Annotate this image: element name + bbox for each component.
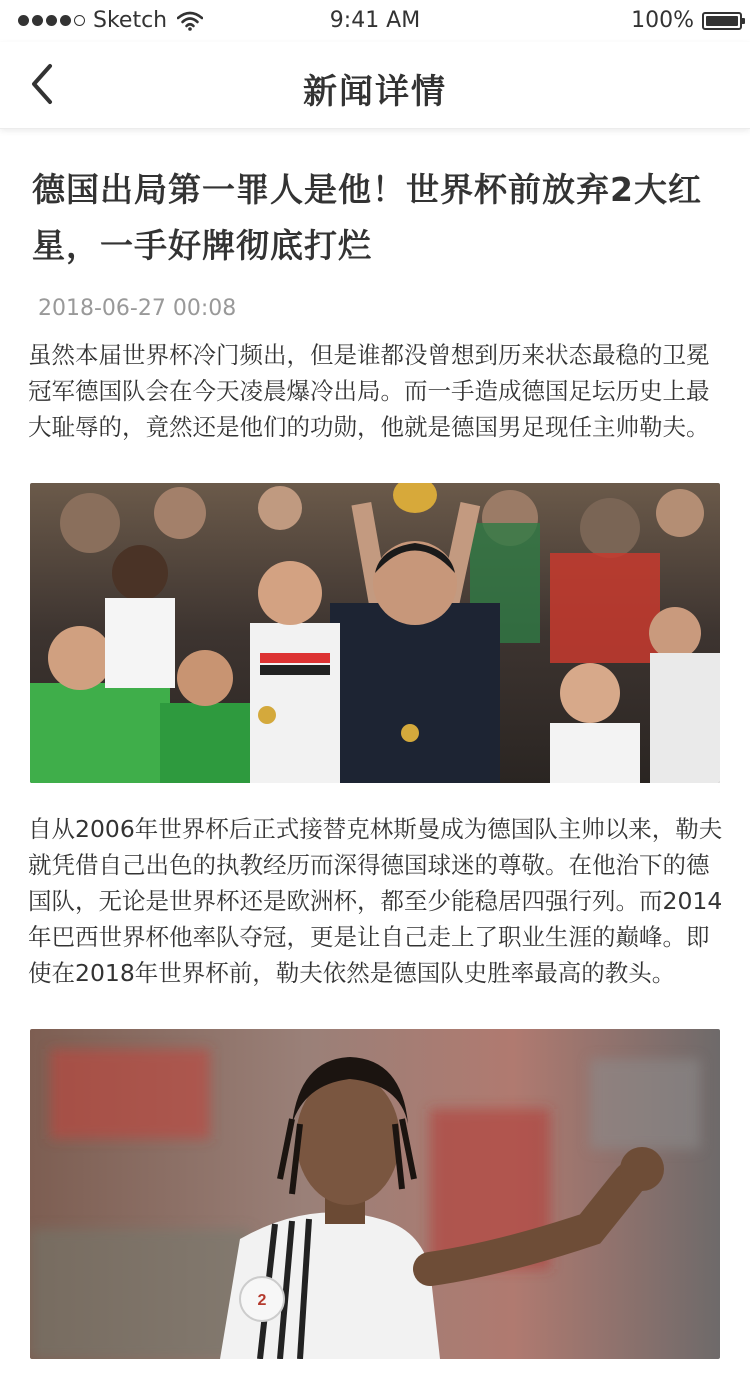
status-right (631, 8, 742, 33)
page-title: 新闻详情 (303, 72, 447, 112)
article (28, 128, 724, 1359)
status-time: 9:41 AM (329, 8, 421, 33)
battery-fill (706, 16, 738, 26)
article-paragraph-1: 虽然本届世界杯冷门频出，但是谁都没曾想到历来状态最稳的卫冕冠军德国队会在今天凌晨爆冷出局。而一手造成德国足坛历史上最大耻辱的，竟然还是他们的功勋，他就是德国男足现任主帅勒夫。 (28, 341, 710, 441)
status-bar (0, 0, 750, 42)
article-title: 德国出局第一罪人是他！世界杯前放弃2大红星，一手好牌彻底打烂 (32, 170, 702, 265)
battery-percent: 100% (631, 8, 694, 33)
article-paragraph-2: 自从2006年世界杯后正式接替克林斯曼成为德国队主帅以来，勒夫就凭借自己出色的执教经历而深得德国球迷的尊敬。在他治下的德国队，无论是世界杯还是欧洲杯，都至少能稳居四强行列。而2014年巴西世界杯他率队夺冠，更是让自己走上了职业生涯的巅峰。即使在2018年世界杯前，勒夫依然是德国队史胜率最高的教头。 (28, 815, 723, 987)
article-date: 2018-06-27 00:08 (38, 296, 237, 321)
player-photo (30, 1029, 720, 1359)
svg-text:2: 2 (257, 1292, 267, 1309)
article-image-player[interactable] (30, 1029, 720, 1359)
carrier-label: Sketch (93, 8, 168, 33)
battery-icon (702, 12, 742, 30)
celebration-photo (30, 483, 720, 783)
article-image-celebration[interactable] (30, 483, 720, 783)
nav-bar (0, 42, 750, 129)
